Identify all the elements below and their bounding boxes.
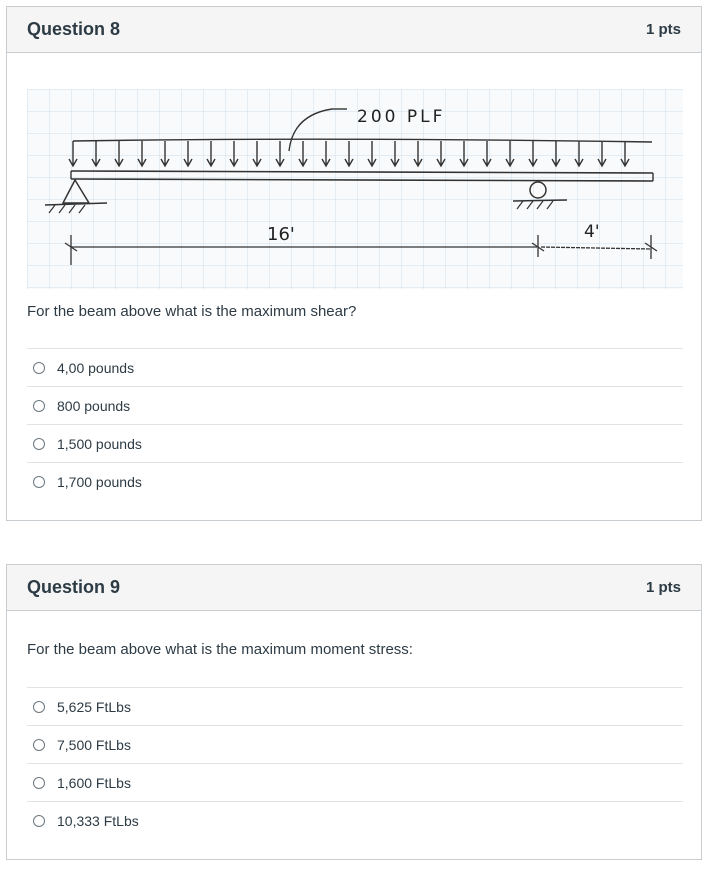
question-points: 1 pts bbox=[645, 21, 681, 38]
question-8-card bbox=[6, 6, 702, 521]
radio-button[interactable] bbox=[33, 400, 45, 412]
answer-label: 1,700 pounds bbox=[57, 473, 142, 490]
radio-button[interactable] bbox=[33, 362, 45, 374]
answer-label: 1,600 FtLbs bbox=[57, 774, 131, 791]
answer-option[interactable] bbox=[27, 462, 683, 500]
answer-label: 800 pounds bbox=[57, 397, 131, 414]
question-9-card bbox=[6, 564, 702, 860]
radio-button[interactable] bbox=[33, 739, 45, 751]
radio-button[interactable] bbox=[33, 476, 45, 488]
question-title: Question 9 bbox=[27, 577, 121, 597]
answer-label: 10,333 FtLbs bbox=[57, 812, 139, 829]
span-1-label: 16' bbox=[267, 224, 295, 245]
grid-paper bbox=[27, 89, 683, 289]
question-header bbox=[7, 7, 701, 53]
radio-button[interactable] bbox=[33, 777, 45, 789]
question-prompt: For the beam above what is the maximum shear? bbox=[27, 303, 357, 320]
answer-option[interactable] bbox=[27, 801, 683, 839]
question-points: 1 pts bbox=[645, 579, 681, 596]
span-2-label: 4' bbox=[584, 222, 600, 242]
radio-button[interactable] bbox=[33, 815, 45, 827]
answer-list bbox=[27, 687, 683, 839]
roller-ground bbox=[513, 200, 567, 201]
answer-option[interactable] bbox=[27, 725, 683, 763]
answer-label: 7,500 FtLbs bbox=[57, 736, 131, 753]
answer-option[interactable] bbox=[27, 687, 683, 725]
answer-label: 4,00 pounds bbox=[57, 359, 135, 376]
answer-label: 1,500 pounds bbox=[57, 435, 142, 452]
load-label: 200 PLF bbox=[357, 107, 446, 127]
answer-option[interactable] bbox=[27, 386, 683, 424]
radio-button[interactable] bbox=[33, 438, 45, 450]
answer-option[interactable] bbox=[27, 763, 683, 801]
beam-diagram bbox=[27, 89, 683, 289]
question-header bbox=[7, 565, 701, 611]
question-title: Question 8 bbox=[27, 19, 121, 39]
radio-button[interactable] bbox=[33, 701, 45, 713]
question-prompt: For the beam above what is the maximum moment stress: bbox=[27, 641, 413, 658]
answer-option[interactable] bbox=[27, 424, 683, 462]
answer-list bbox=[27, 348, 683, 500]
answer-label: 5,625 FtLbs bbox=[57, 698, 131, 715]
answer-option[interactable] bbox=[27, 348, 683, 386]
